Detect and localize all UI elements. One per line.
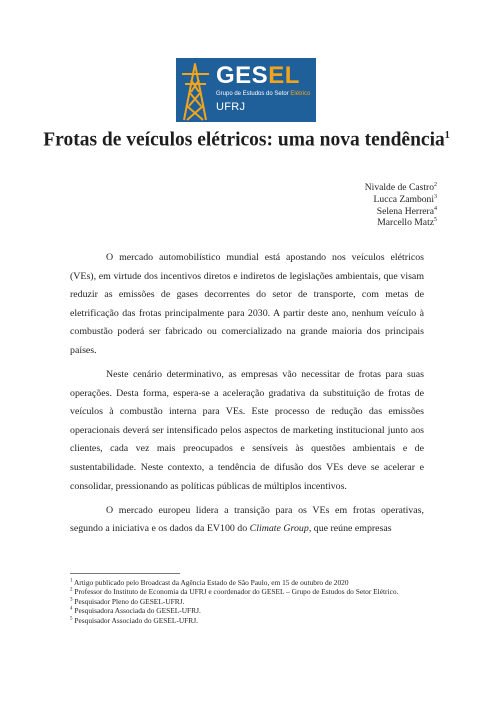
logo-brand: GESEL <box>216 62 300 89</box>
article-body <box>70 249 424 539</box>
footnote: $^4$ Pesquisadora Associada do GESEL-UFRJ. <box>70 606 201 616</box>
body-paragraph: Neste cenário determinativo, as empresas vão necessitar de frotas para suas operações. Desta forma, espera-se a aceleração gradativa da substituição de frotas de veículos à combustão interna para VEs. Este processo de redução das emissões operacionais deverá ser intensificado pelos aspectos de marketing institucional junto aos clientes, cada vez mais preocupados e sensíveis às questões ambientais e de sustentabilidade. Neste contexto, a tendência de difusão dos VEs deve se acelerar e consolidar, pressionando as políticas públicas de múltiplos incentivos. <box>70 369 424 492</box>
author-entry: Selena Herrera$^4$ <box>376 205 437 217</box>
gesel-logo <box>176 58 316 122</box>
footnote-divider <box>70 573 180 574</box>
footnote: $^1$ Artigo publicado pelo Broadcast da Agência Estado de São Paulo, em 15 de outubro de 2020 <box>70 578 349 587</box>
transmission-tower-icon <box>176 58 216 122</box>
author-list <box>365 182 437 229</box>
title-footnote-mark: 1 <box>444 130 450 141</box>
logo-university: UFRJ <box>216 101 246 113</box>
body-paragraph: O mercado automobilístico mundial está apostando nos veículos elétricos (VEs), em virtude dos incentivos diretos e indiretos de legislações ambientais, que visam reduzir as emissões de gases decorrentes do setor de transporte, com metas de eletrificação das frotas principalmente para 2030. A partir deste ano, nenhum veículo à combustão poderá ser fabricado ou comercializado na grande maioria dos principais países. <box>70 252 424 356</box>
footnote: $^5$ Pesquisador Associado do GESEL-UFRJ. <box>70 615 198 625</box>
footnotes <box>70 578 424 625</box>
footnote: $^2$ Professor do Instituto de Economia da UFRJ e coordenador do GESEL – Grupo de Estudos do Setor Elétrico. <box>70 587 399 597</box>
author-entry: Lucca Zamboni$^3$ <box>373 193 437 205</box>
article-title: Frotas de veículos elétricos: uma nova tendência$^1$ <box>43 129 450 151</box>
footnote: $^3$ Pesquisador Pleno do GESEL-UFRJ. <box>70 596 185 606</box>
author-entry: Nivalde de Castro$^2$ <box>364 181 437 193</box>
body-paragraph: O mercado europeu lidera a transição para os VEs em frotas operativas, segundo a iniciativa e os dados da EV100 do Climate Group, que reúne empresas <box>70 504 424 535</box>
logo-subtitle: Grupo de Estudos do Setor Elétrico <box>216 91 311 97</box>
author-entry: Marcello Matz$^5$ <box>377 217 437 229</box>
italic-term: Climate Group <box>249 523 309 535</box>
